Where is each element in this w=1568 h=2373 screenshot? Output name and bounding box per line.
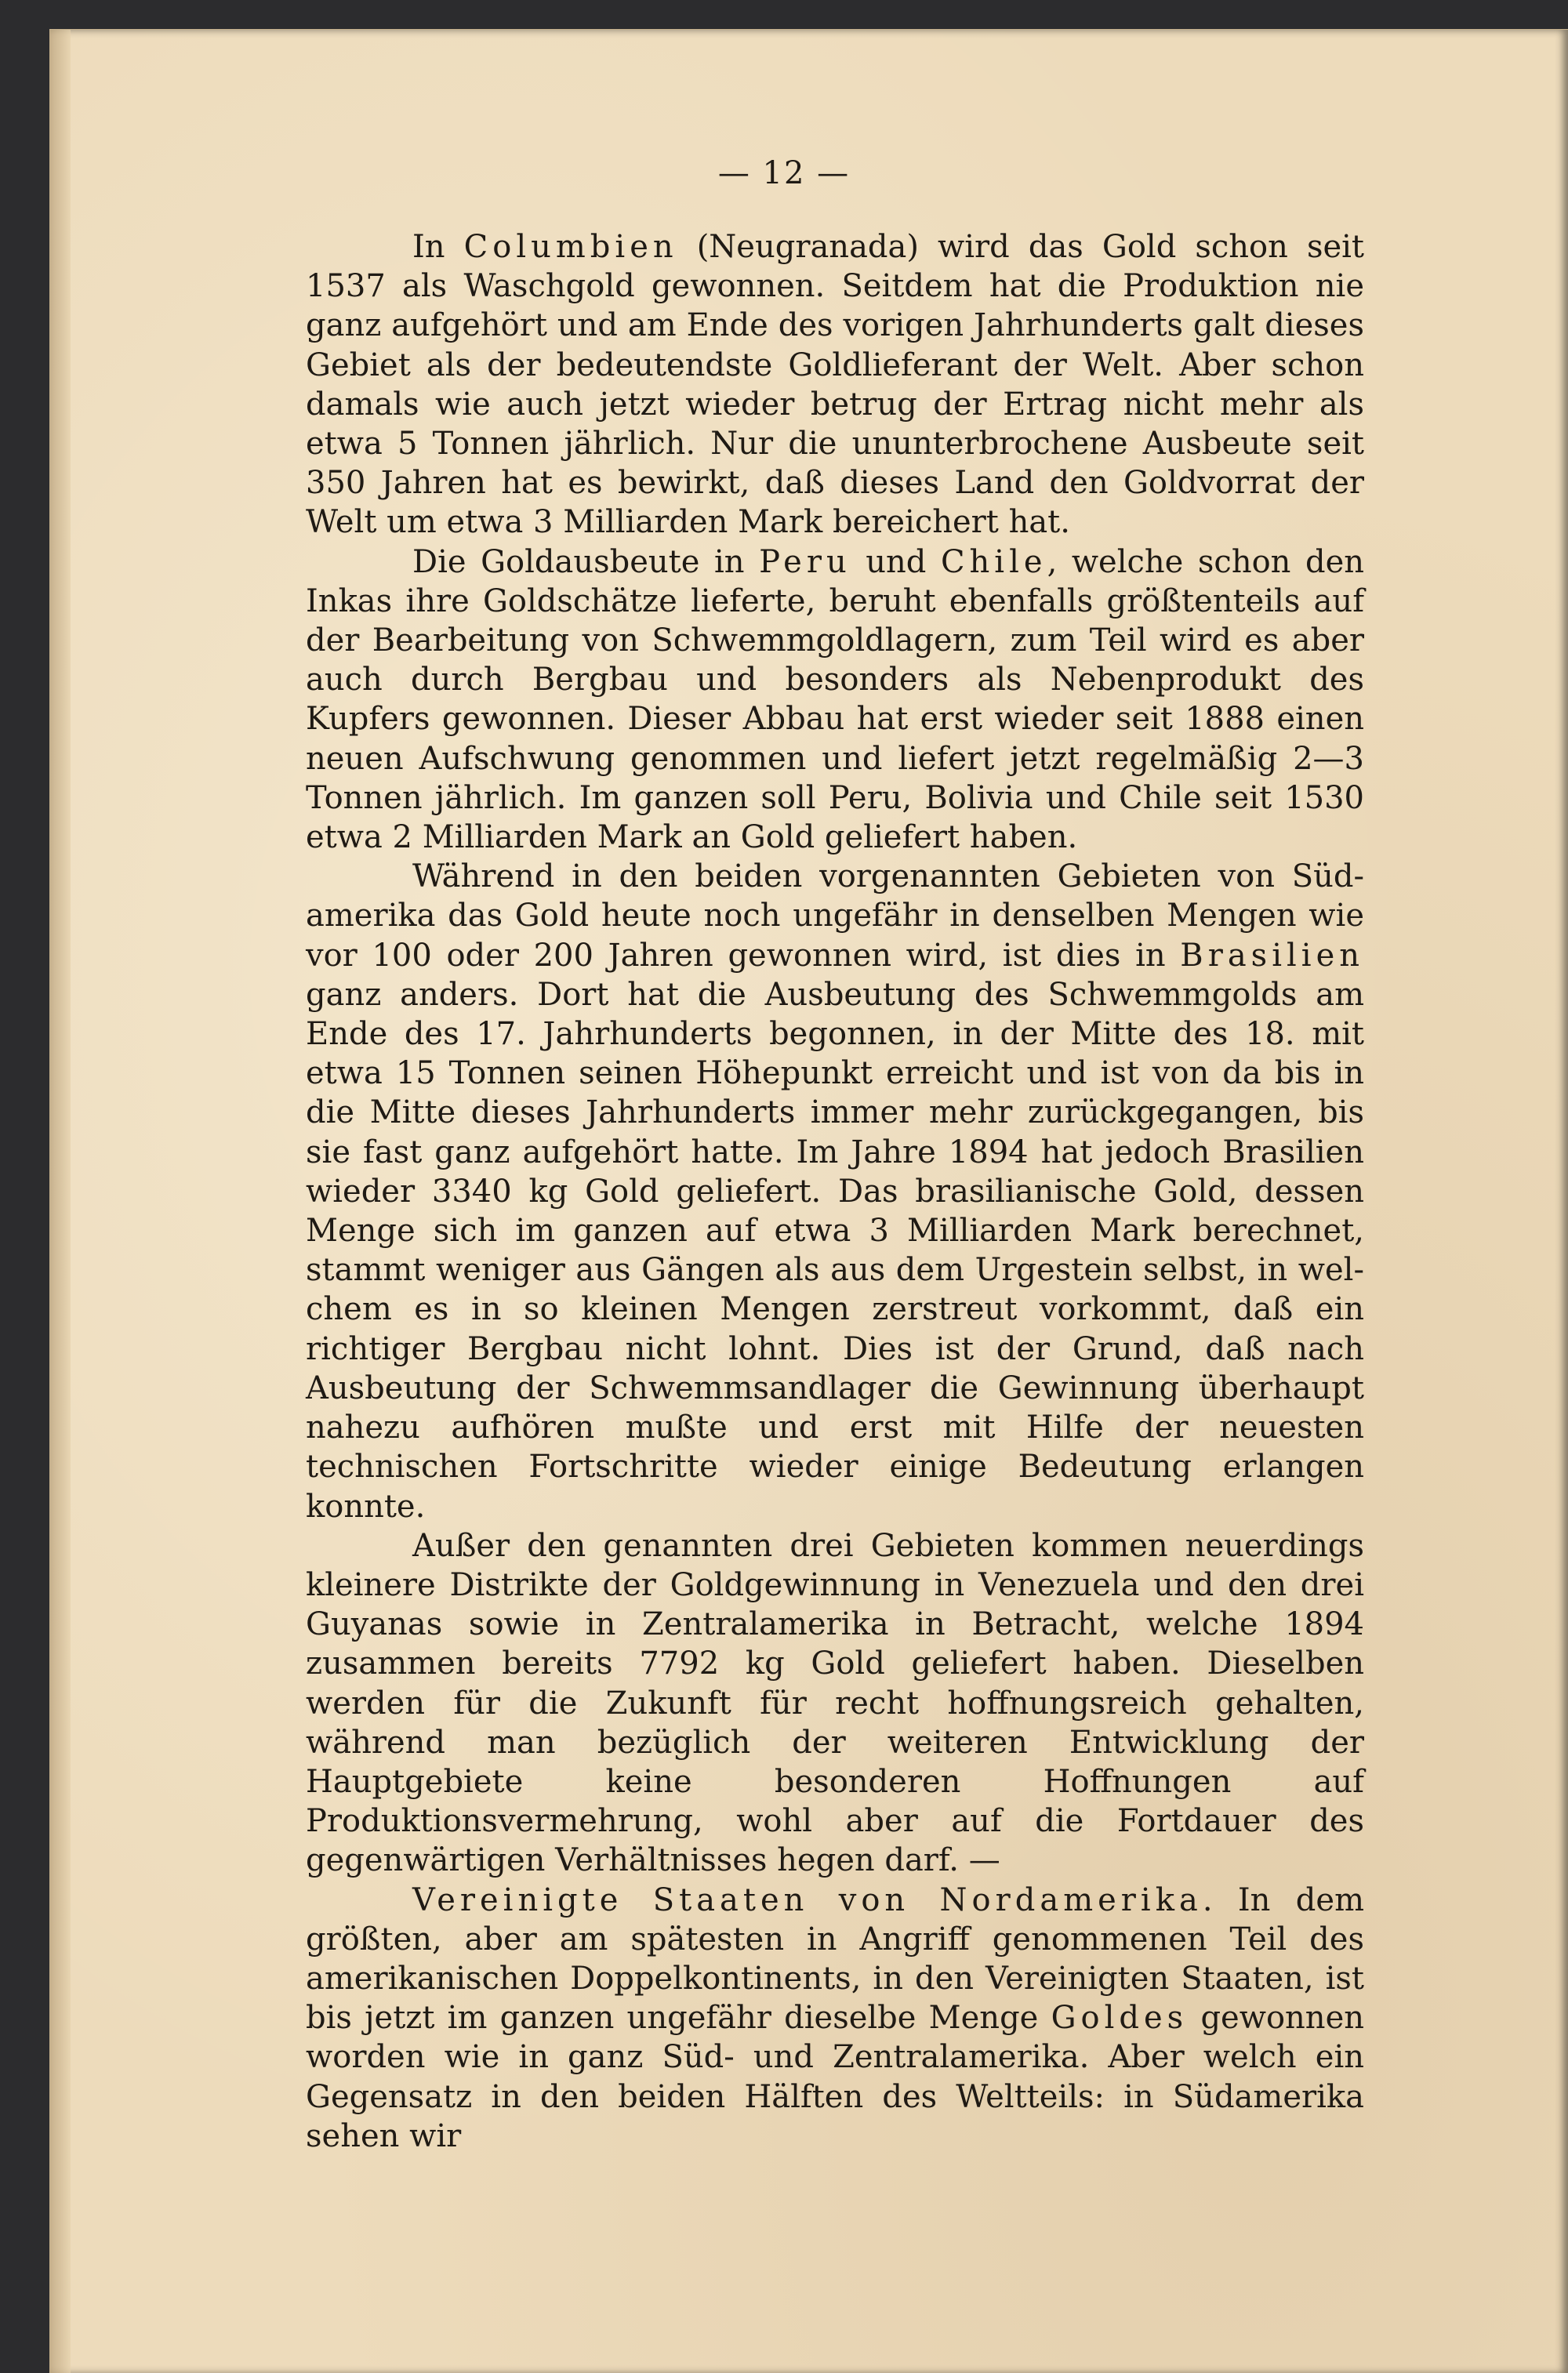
paragraph-united-states xyxy=(306,1881,1364,2156)
paragraph-text: (Neugranada) wird das Gold schon seit 1537 als Waschgold gewonnen. Seitdem hat die Produktion nie ganz aufgehört und am Ende des vorigen Jahrhunderts galt dieses Gebiet als der bedeutendste Goldlieferant der Welt. Aber schon damals wie auch jetzt wieder betrug der Ertrag nicht mehr als etwa 5 Tonnen jährlich. Nur die ununterbrochene Ausbeute seit 350 Jahren hat es bewirkt, daß dieses Land den Goldvorrat der Welt um etwa 3 Milliarden Mark bereichert hat. xyxy=(306,229,1365,541)
paragraph-text: gewonnen worden wie in ganz Süd- und Zentralamerika. Aber welch ein Gegensatz in den beiden Hälften des Weltteils: in Südamerika sehen wir xyxy=(306,2000,1364,2154)
page-binding-edge xyxy=(50,30,71,2373)
emphasized-term: Brasilien xyxy=(1180,937,1364,974)
body-text xyxy=(306,227,1364,2156)
paragraph-columbia xyxy=(306,227,1364,542)
paragraph-text: In xyxy=(412,229,464,265)
paragraph-other-districts xyxy=(306,1526,1364,1881)
paragraph-text: und xyxy=(851,543,941,580)
emphasized-term: Peru xyxy=(759,543,851,580)
paragraph-text: , welche schon den Inkas ihre Goldschätze lieferte, beruht ebenfalls größtenteils auf der Bearbeitung von Schwemmgoldlagern, zum Teil wird es aber auch durch Bergbau und besonders als Nebenprodukt des Kupfers gewonnen. Dieser Abbau hat erst wieder seit 1888 einen neuen Aufschwung genommen und liefert jetzt regelmäßig 2—3 Tonnen jährlich. Im ganzen soll Peru, Bolivia und Chile seit 1530 etwa 2 Milliarden Mark an Gold geliefert haben. xyxy=(306,543,1364,856)
emphasized-term: Goldes xyxy=(1051,2000,1189,2037)
paragraph-text: ganz anders. Dort hat die Ausbeutung des Schwemmgolds am Ende des 17. Jahrhunderts begonnen, in der Mitte des 18. mit etwa 15 Tonnen seinen Höhepunkt erreicht und ist von da bis in die Mitte dieses Jahrhunderts immer mehr zurückgegangen, bis sie fast ganz aufgehört hatte. Im Jahre 1894 hat jedoch Brasilien wieder 3340 kg Gold geliefert. Das brasilianische Gold, dessen Menge sich im ganzen auf etwa 3 Milliarden Mark berechnet, stammt weniger aus Gängen als aus dem Urgestein selbst, in welchem es in so kleinen Mengen zerstreut vorkommt, daß ein richtiger Bergbau nicht lohnt. Dies ist der Grund, daß nach Ausbeutung der Schwemmsandlager die Gewinnung überhaupt nahezu aufhören mußte und erst mit Hilfe der neuesten technischen Fortschritte wieder einige Bedeutung erlangen konnte. xyxy=(306,976,1364,1525)
paragraph-brazil xyxy=(306,857,1364,1526)
paragraph-text: . In dem größten, aber am spätesten in Angriff genommenen Teil des amerikanischen Doppelkontinents, in den Vereinigten Staaten, ist bis jetzt im ganzen ungefähr dieselbe Menge xyxy=(306,1881,1364,2037)
page-number: — 12 — xyxy=(717,155,851,191)
emphasized-term: Chile xyxy=(940,543,1047,580)
paragraph-text: Die Goldausbeute in xyxy=(412,543,760,580)
emphasized-term: Columbien xyxy=(463,229,678,265)
paragraph-text: Während in den beiden vorgenannten Gebieten von Südamerika das Gold heute noch ungefähr in denselben Mengen wie vor 100 oder 200 Jahren gewonnen wird, ist dies in xyxy=(306,858,1364,974)
paragraph-text: Außer den genannten drei Gebieten kommen neuerdings kleinere Distrikte der Goldgewinnung in Venezuela und den drei Guyanas sowie in Zentralamerika in Betracht, welche 1894 zusammen bereits 7792 kg Gold geliefert haben. Dieselben werden für die Zukunft für recht hoffnungsreich gehalten, während man bezüglich der weiteren Entwicklung der Hauptgebiete keine besonderen Hoffnungen auf Produktionsvermehrung, wohl aber auf die Fortdauer des gegenwärtigen Verhältnisses hegen darf. — xyxy=(306,1527,1364,1879)
emphasized-term: Vereinigte Staaten von Nordamerika xyxy=(412,1881,1203,1918)
paragraph-peru-chile xyxy=(306,542,1364,858)
